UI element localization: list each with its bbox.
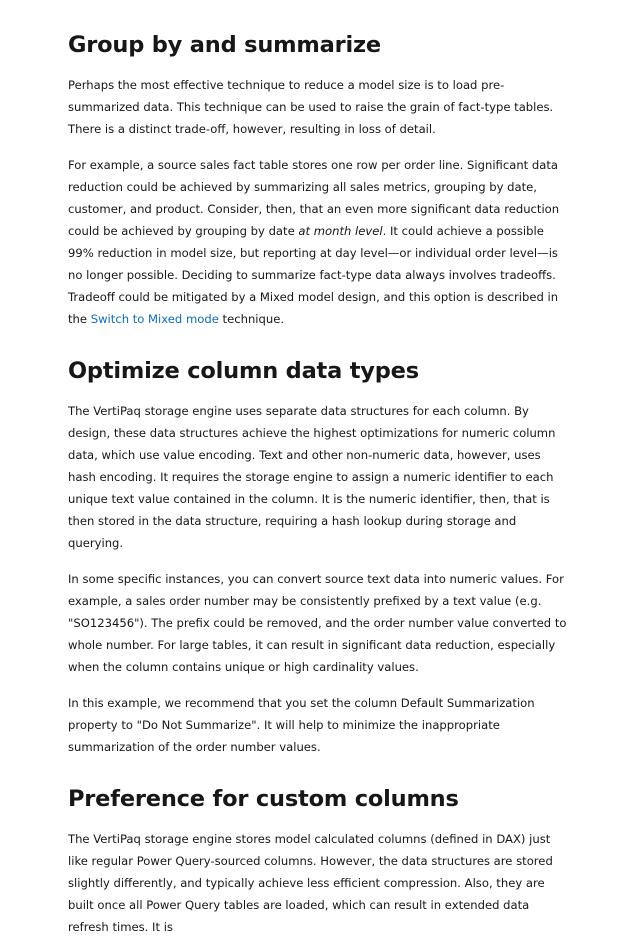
paragraph-text: . It could achieve a possible 99% reduction in model size, but reporting at day level—or individual order level—is no longer possible. Deciding to summarize fact-type data always involves tradeoffs. Tradeoff could be mitigated by a Mixed model design, and this option is described in the: [68, 224, 559, 326]
paragraph: The VertiPaq storage engine stores model calculated columns (defined in DAX) just like regular Power Query-sourced columns. However, the data structures are stored slightly differently, and typically achieve less efficient compression. Also, they are built once all Power Query tables are loaded, which can result in extended data refresh times. It is: [68, 832, 553, 934]
paragraph: In this example, we recommend that you set the column Default Summarization property to "Do Not Summarize". It will help to minimize the inappropriate summarization of the order number values.: [68, 696, 535, 754]
section-heading-group-by-and-summarize: Group by and summarize: [68, 32, 381, 58]
paragraph: Perhaps the most effective technique to reduce a model size is to load pre-summarized data. This technique can be used to raise the grain of fact-type tables. There is a distinct trade-off, however, resulting in loss of detail.: [68, 78, 554, 136]
paragraph: In some specific instances, you can convert source text data into numeric values. For example, a sales order number may be consistently prefixed by a text value (e.g. "SO123456"). The prefix could be removed, and the order number value converted to whole number. For large tables, it can result in significant data reduction, especially when the column contains unique or high cardinality values.: [68, 572, 567, 674]
section-heading-preference-for-custom-columns: Preference for custom columns: [68, 786, 459, 812]
paragraph: [68, 154, 572, 330]
paragraph: The VertiPaq storage engine uses separate data structures for each column. By design, these data structures achieve the highest optimizations for numeric column data, which use value encoding. Text and other non-numeric data, however, uses hash encoding. It requires the storage engine to assign a numeric identifier to each unique text value contained in the column. It is the numeric identifier, then, that is then stored in the data structure, requiring a hash lookup during storage and querying.: [68, 404, 556, 550]
section-heading-optimize-column-data-types: Optimize column data types: [68, 358, 419, 384]
switch-to-mixed-mode-link[interactable]: Switch to Mixed mode: [90, 312, 219, 326]
paragraph-text: For example, a source sales fact table stores one row per order line. Significant data reduction could be achieved by summarizing all sales metrics, grouping by date, customer, and product. Consider, then, that an even more significant data reduction could be achieved by grouping by date: [68, 158, 560, 238]
emphasis-text: at month level: [298, 224, 383, 238]
paragraph-text: technique.: [218, 312, 285, 326]
